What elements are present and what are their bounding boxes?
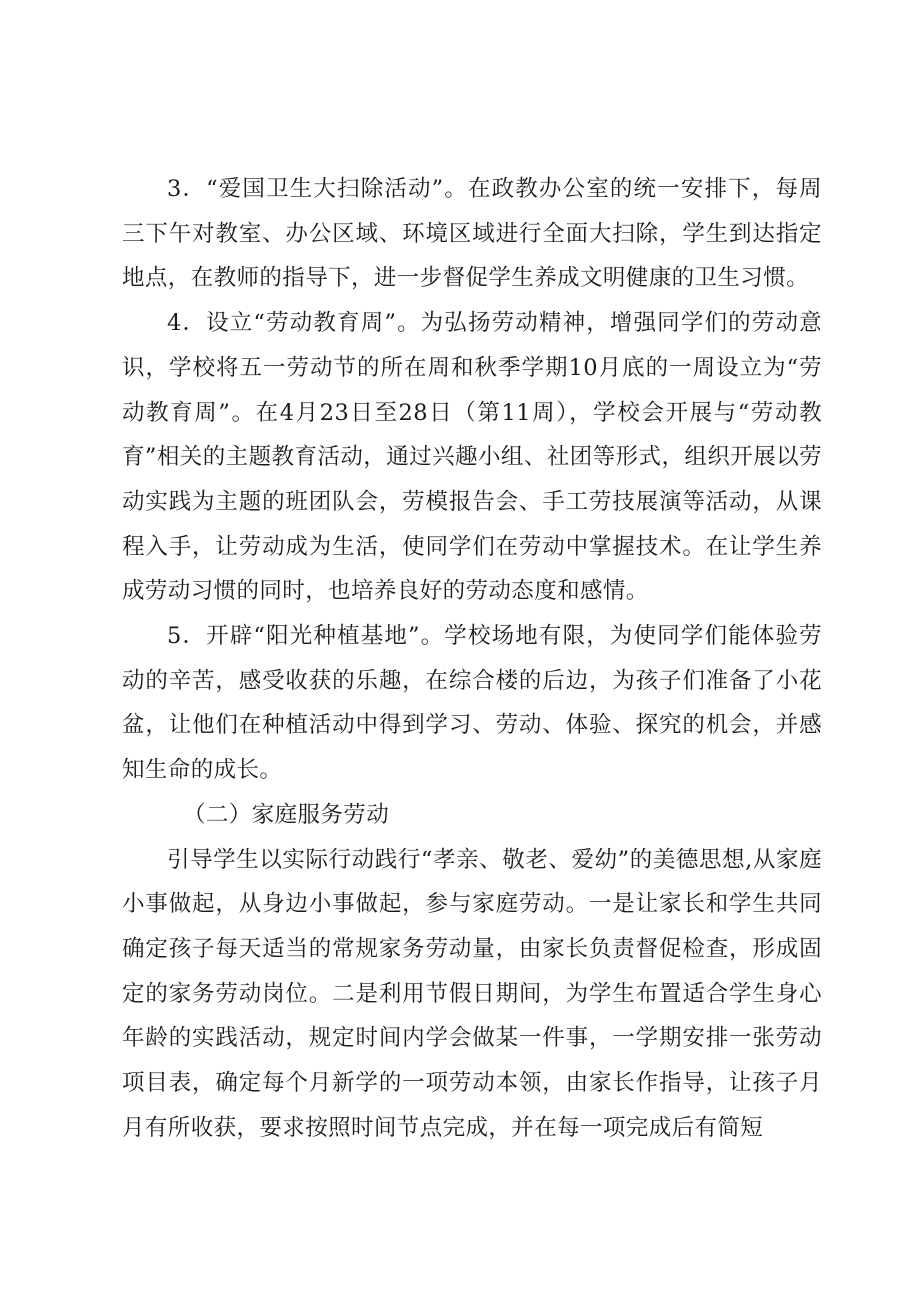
section-paragraph: 引导学生以实际行动践行“孝亲、敬老、爱幼”的美德思想,从家庭小事做起，从身边小事做起，参与家庭劳动。一是让家长和学生共同确定孩子每天适当的常规家务劳动量，由家长负责督促检查，形成固定的家务劳动岗位。二是利用节假日期间，为学生布置适合学生身心年龄的实践活动，规定时间内学会做某一件事，一学期安排一张劳动项目表，确定每个月新学的一项劳动本领，由家长作指导，让孩子月月有所收获，要求按照时间节点完成，并在每一项完成后有简短 [122, 846, 822, 1141]
paragraph-item-5: 5．开辟“阳光种植基地”。学校场地有限，为使同学们能体验劳动的辛苦，感受收获的乐趣，在综合楼的后边，为孩子们准备了小花盆，让他们在种植活动中得到学习、劳动、体验、探究的机会，并感知生命的成长。 [122, 623, 822, 784]
paragraph-item-4: 4．设立“劳动教育周”。为弘扬劳动精神，增强同学们的劳动意识，学校将五一劳动节的所在周和秋季学期10月底的一周设立为“劳动教育周”。在4月23日至28日（第11周），学校会开展与“劳动教育”相关的主题教育活动，通过兴趣小组、社团等形式，组织开展以劳动实践为主题的班团队会，劳模报告会、手工劳技展演等活动，从课程入手，让劳动成为生活，使同学们在劳动中掌握技术。在让学生养成劳动习惯的同时，也培养良好的劳动态度和感情。 [122, 310, 822, 605]
paragraph-item-3: 3．“爱国卫生大扫除活动”。在政教办公室的统一安排下，每周三下午对教室、办公区域、环境区域进行全面大扫除，学生到达指定地点，在教师的指导下，进一步督促学生养成文明健康的卫生习惯。 [122, 176, 822, 292]
section-heading: （二）家庭服务劳动 [183, 801, 390, 828]
document-body [122, 167, 822, 1150]
